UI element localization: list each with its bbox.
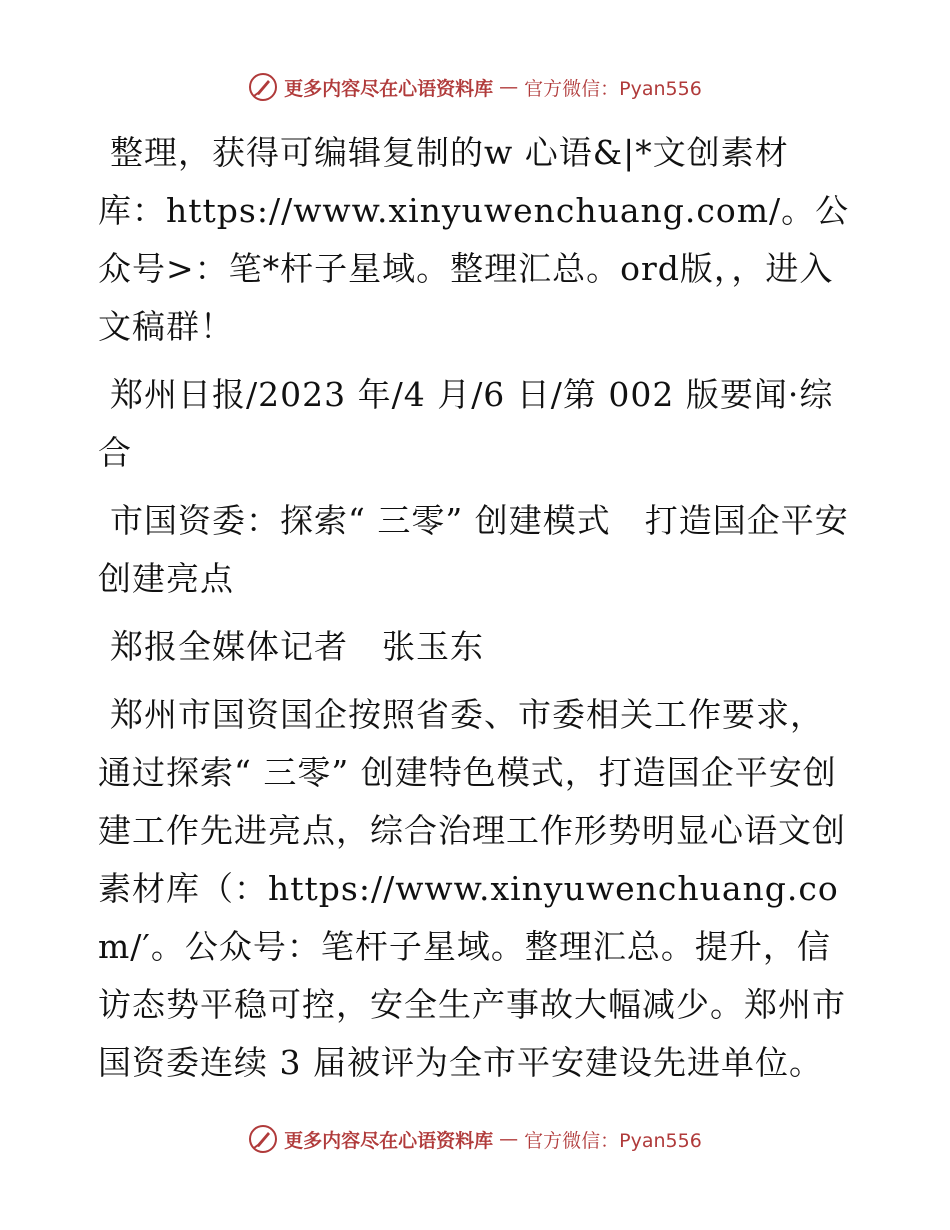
header-watermark <box>0 72 950 102</box>
document-body <box>98 124 854 1102</box>
body-paragraph: 郑州市国资国企按照省委、市委相关工作要求，通过探索“ 三零” 创建特色模式，打造国企平安创建工作先进亮点，综合治理工作形势明显心语文创素材库（：https://www.xinyuwenchuang.com/′。公众号：笔杆子星域。整理汇总。提升，信访态势平稳可控，安全生产事故大幅减少。郑州市国资委连续 3 届被评为全市平安建设先进单位。 <box>98 695 846 1082</box>
footer-watermark <box>0 1124 950 1154</box>
watermark-separator: — <box>499 76 519 98</box>
watermark-wechat-text: 官方微信：Pyan556 <box>524 77 702 100</box>
watermark-separator: — <box>499 1128 519 1150</box>
watermark-site-text: 更多内容尽在心语资料库 <box>284 77 494 100</box>
source-line: 郑州日报/2023 年/4 月/6 日/第 002 版要闻·综合 <box>98 375 834 472</box>
quill-logo-icon <box>248 72 278 102</box>
article-title: 市国资委：探索“ 三零” 创建模式 打造国企平安创建亮点 <box>98 501 849 598</box>
intro-paragraph: 整理，获得可编辑复制的w 心语&|*文创素材库：https://www.xinyuwenchuang.com/。公众号>：笔*杆子星域。整理汇总。ord版，，进入文稿群！ <box>98 133 850 346</box>
byline: 郑报全媒体记者 张玉东 <box>110 627 484 666</box>
quill-logo-icon <box>248 1124 278 1154</box>
watermark-wechat-text: 官方微信：Pyan556 <box>524 1129 702 1152</box>
watermark-site-text: 更多内容尽在心语资料库 <box>284 1129 494 1152</box>
